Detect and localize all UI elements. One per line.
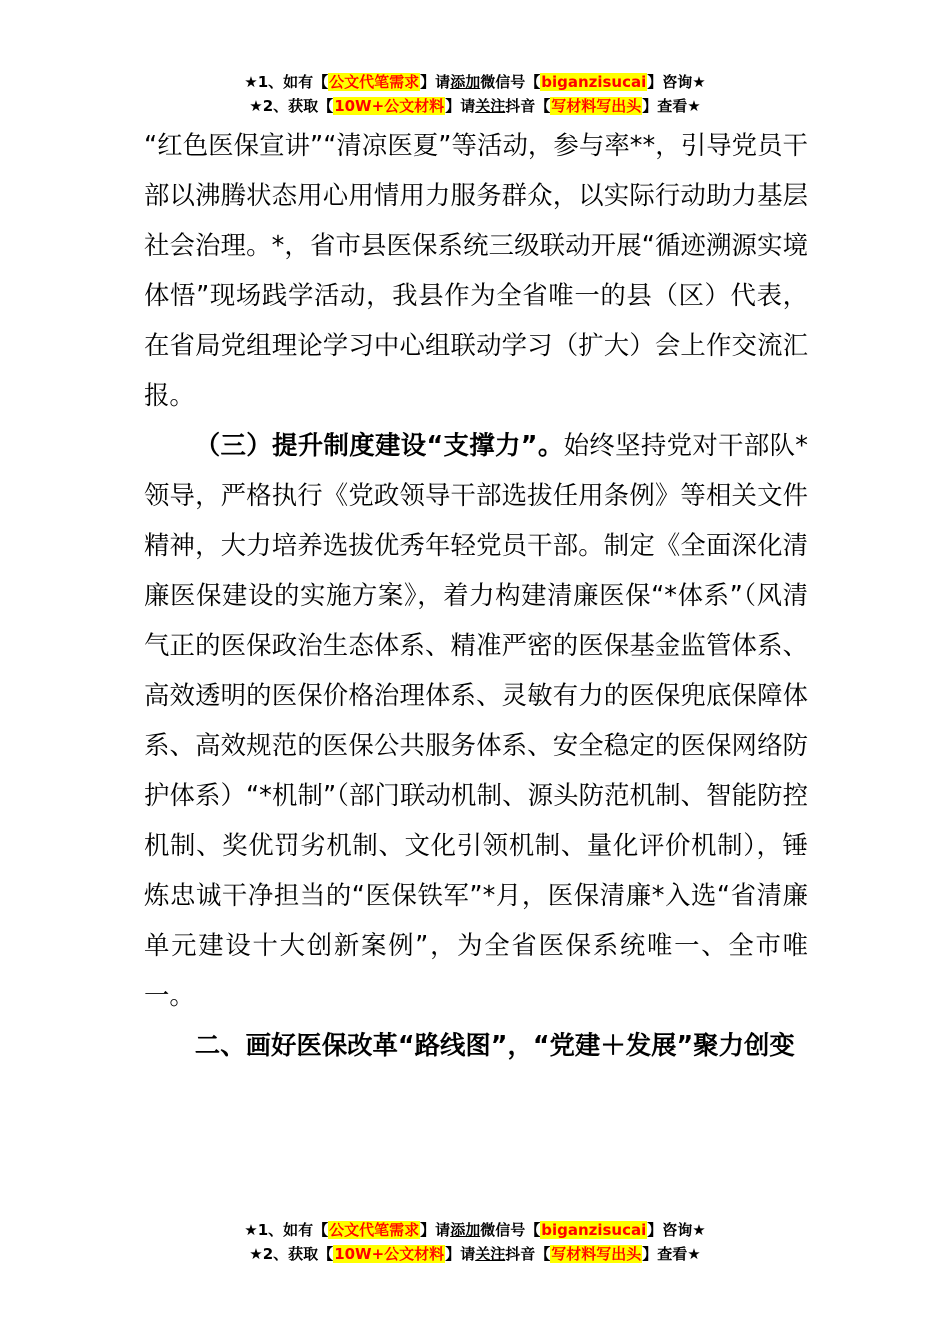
paragraph-2-body: 始终坚持党对干部队*领导，严格执行《党政领导干部选拔任用条例》等相关文件精神，大力培养选拔优秀年轻党员干部。制定《全面深化清廉医保建设的实施方案》，着力构建清廉医保“*体系”（风清气正的医保政治生态体系、精准严密的医保基金监管体系、高效透明的医保价格治理体系、灵敏有力的医保兜底保障体系、高效规范的医保公共服务体系、安全稳定的医保网络防护体系）“*机制”（部门联动机制、源头防范机制、智能防控机制、奖优罚劣机制、文化引领机制、量化评价机制），锤炼忠诚干净担当的“医保铁军”*月，医保清廉*入选“省清廉单元建设十大创新案例”，为全省医保系统唯一、全市唯一。 xyxy=(144,430,809,1010)
banner-underline-text: 关注 xyxy=(475,97,506,115)
banner-text: 抖音【 xyxy=(505,97,551,115)
banner-text: ★1、如有【 xyxy=(244,73,329,91)
banner-text: 】咨询★ xyxy=(647,73,706,91)
banner-line-2 xyxy=(0,1242,950,1266)
banner-highlight: 10W+公文材料 xyxy=(334,97,445,115)
banner-line-2 xyxy=(0,94,950,118)
banner-underline-text: 添加 xyxy=(450,1221,481,1239)
banner-text: 微信号【 xyxy=(480,73,541,91)
banner-highlight: 写材料写出头 xyxy=(551,97,642,115)
banner-text: 】查看★ xyxy=(642,1245,701,1263)
banner-line-1 xyxy=(0,70,950,94)
banner-text: 】查看★ xyxy=(642,97,701,115)
banner-highlight: 公文代笔需求 xyxy=(329,1221,420,1239)
banner-highlight: biganzisucai xyxy=(541,73,647,91)
banner-highlight: biganzisucai xyxy=(541,1221,647,1239)
banner-line-1 xyxy=(0,1218,950,1242)
paragraph-2 xyxy=(144,420,808,1020)
subsection-heading: （三）提升制度建设“支撑力”。 xyxy=(194,430,564,460)
banner-text: ★1、如有【 xyxy=(244,1221,329,1239)
banner-text: 】请 xyxy=(420,73,451,91)
header-banner xyxy=(0,70,950,118)
banner-text: 】请 xyxy=(420,1221,451,1239)
banner-text: 】咨询★ xyxy=(647,1221,706,1239)
banner-text: 】请 xyxy=(445,1245,476,1263)
footer-banner xyxy=(0,1218,950,1266)
banner-text: 抖音【 xyxy=(505,1245,551,1263)
banner-text: ★2、获取【 xyxy=(249,97,334,115)
banner-text: ★2、获取【 xyxy=(249,1245,334,1263)
banner-text: 】请 xyxy=(445,97,476,115)
paragraph-1: “红色医保宣讲”“清凉医夏”等活动，参与率**，引导党员干部以沸腾状态用心用情用力服务群众，以实际行动助力基层社会治理。*，省市县医保系统三级联动开展“循迹溯源实境体悟”现场践学活动，我县作为全省唯一的县（区）代表，在省局党组理论学习中心组联动学习（扩大）会上作交流汇报。 xyxy=(144,130,808,410)
banner-highlight: 写材料写出头 xyxy=(551,1245,642,1263)
document-body xyxy=(144,120,808,1070)
banner-text: 微信号【 xyxy=(480,1221,541,1239)
section-heading: 二、画好医保改革“路线图”，“党建＋发展”聚力创变 xyxy=(194,1030,795,1060)
banner-highlight: 公文代笔需求 xyxy=(329,73,420,91)
banner-highlight: 10W+公文材料 xyxy=(334,1245,445,1263)
banner-underline-text: 添加 xyxy=(450,73,481,91)
banner-underline-text: 关注 xyxy=(475,1245,506,1263)
